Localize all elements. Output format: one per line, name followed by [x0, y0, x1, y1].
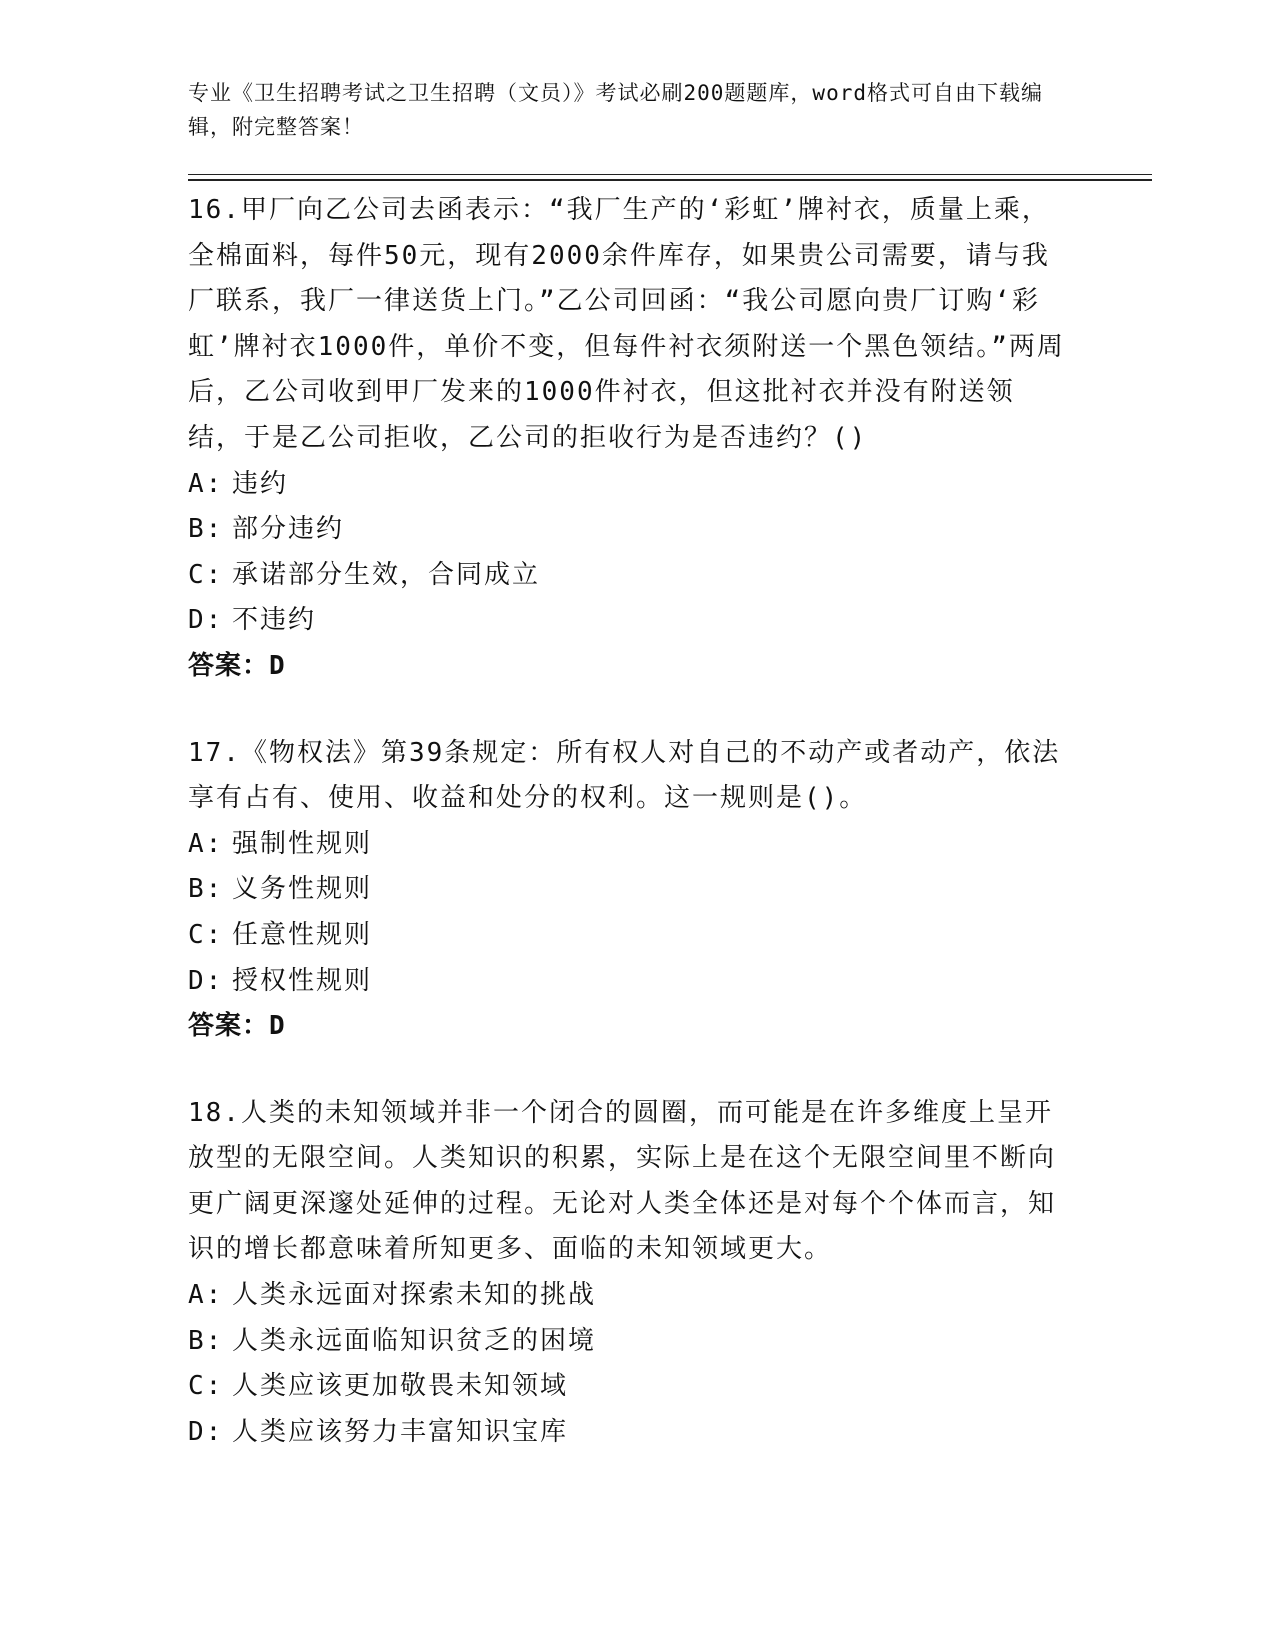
question-stem: 16.甲厂向乙公司去函表示：“我厂生产的‘彩虹’牌衬衣，质量上乘，全棉面料，每件50元，现有2000余件库存，如果贵公司需要，请与我厂联系，我厂一律送货上门。”乙公司回函：“我公司愿向贵厂订购‘彩虹’牌衬衣1000件，单价不变，但每件衬衣须附送一个黑色领结。”两周后，乙公司收到甲厂发来的1000件衬衣，但这批衬衣并没有附送领结，于是乙公司拒收，乙公司的拒收行为是否违约？() — [188, 195, 1065, 453]
option-c — [188, 1364, 1068, 1410]
document-header: 专业《卫生招聘考试之卫生招聘（文员）》考试必刷200题题库，word格式可自由下载编辑，附完整答案！ — [188, 81, 1043, 139]
option-text: 任意性规则 — [232, 919, 373, 950]
option-key: C: — [188, 919, 224, 950]
option-b — [188, 507, 1068, 553]
option-key: A: — [188, 828, 224, 859]
option-key: A: — [188, 1280, 224, 1311]
option-text: 强制性规则 — [232, 828, 373, 859]
option-text: 违约 — [232, 468, 289, 499]
option-key: D: — [188, 965, 224, 996]
option-key: C: — [188, 1371, 224, 1402]
option-b — [188, 1319, 1068, 1365]
header-rule-thick — [188, 179, 1152, 181]
option-c — [188, 913, 1068, 959]
option-text: 人类应该更加敬畏未知领域 — [232, 1371, 569, 1402]
option-b — [188, 867, 1068, 913]
option-c — [188, 553, 1068, 599]
option-key: D: — [188, 1416, 224, 1447]
option-text: 承诺部分生效，合同成立 — [232, 559, 541, 590]
option-a — [188, 822, 1068, 868]
option-key: C: — [188, 559, 224, 590]
option-d — [188, 598, 1068, 644]
option-text: 部分违约 — [232, 514, 345, 545]
option-a — [188, 1273, 1068, 1319]
option-text: 人类永远面临知识贫乏的困境 — [232, 1325, 597, 1356]
question-stem: 18.人类的未知领域并非一个闭合的圆圈，而可能是在许多维度上呈开放型的无限空间。人类知识的积累，实际上是在这个无限空间里不断向更广阔更深邃处延伸的过程。无论对人类全体还是对每个个体而言，知识的增长都意味着所知更多、面临的未知领域更大。 — [188, 1097, 1057, 1265]
question-18 — [188, 1091, 1068, 1456]
option-d — [188, 959, 1068, 1005]
question-16 — [188, 188, 1068, 690]
option-text: 义务性规则 — [232, 874, 373, 905]
option-text: 授权性规则 — [232, 965, 373, 996]
answer-line: 答案：D — [188, 1011, 286, 1042]
option-key: B: — [188, 1325, 224, 1356]
header-rule-thin — [188, 174, 1152, 175]
option-a — [188, 462, 1068, 508]
option-key: A: — [188, 468, 224, 499]
option-text: 人类应该努力丰富知识宝库 — [232, 1416, 569, 1447]
question-17 — [188, 731, 1068, 1050]
question-list — [188, 188, 1068, 1496]
option-key: B: — [188, 874, 224, 905]
option-text: 不违约 — [232, 605, 317, 636]
option-d — [188, 1410, 1068, 1456]
question-stem: 17.《物权法》第39条规定：所有权人对自己的不动产或者动产，依法享有占有、使用、收益和处分的权利。这一规则是()。 — [188, 737, 1061, 814]
option-text: 人类永远面对探索未知的挑战 — [232, 1280, 597, 1311]
option-key: B: — [188, 514, 224, 545]
option-key: D: — [188, 605, 224, 636]
answer-line: 答案：D — [188, 650, 286, 681]
